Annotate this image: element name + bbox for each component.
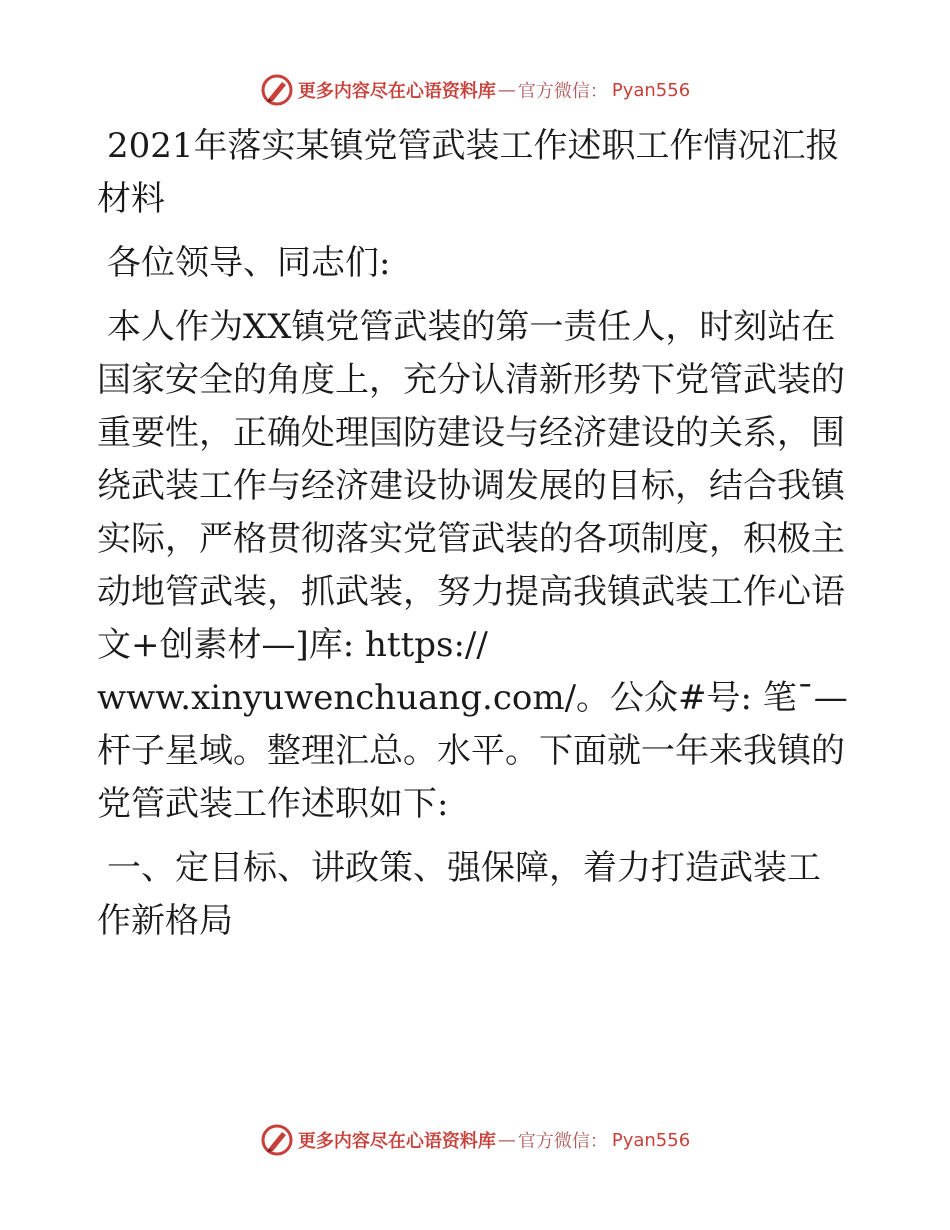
banner-wechat-id: Pyan556	[611, 1129, 691, 1151]
greeting: 各位领导、同志们:	[107, 243, 391, 283]
body-paragraph: 本人作为XX镇党管武装的第一责任人，时刻站在国家安全的角度上，充分认清新形势下党管武装的重要性，正确处理国防建设与经济建设的关系，围绕武装工作与经济建设协调发展的目标，结合我镇实际，严格贯彻落实党管武装的各项制度，积极主动地管武装，抓武装，努力提高我镇武装工作心语文+创素材—]库: https://	[97, 307, 845, 665]
header-watermark-banner	[0, 70, 950, 110]
banner-wechat-id: Pyan556	[611, 79, 691, 101]
footer-watermark-banner	[0, 1120, 950, 1160]
document-body	[97, 120, 853, 948]
banner-separator: —	[497, 1129, 516, 1151]
pen-logo-icon	[260, 1123, 294, 1157]
section-heading-1: 一、定目标、讲政策、强保障，着力打造武装工作新格局	[97, 848, 821, 941]
banner-wechat-label: 官方微信：	[517, 1131, 608, 1152]
banner-wechat-label: 官方微信：	[517, 81, 608, 102]
banner-main-text: 更多内容尽在心语资料库	[297, 81, 496, 102]
document-title: 2021年落实某镇党管武装工作述职工作情况汇报材料	[97, 126, 840, 219]
banner-main-text: 更多内容尽在心语资料库	[297, 1131, 496, 1152]
body-paragraph-continued: www.xinyuwenchuang.com/。公众#号: 笔¯—杆子星域。整理汇总。水平。下面就一年来我镇的党管武装工作述职如下:	[97, 678, 848, 824]
banner-separator: —	[497, 79, 516, 101]
pen-logo-icon	[260, 73, 294, 107]
